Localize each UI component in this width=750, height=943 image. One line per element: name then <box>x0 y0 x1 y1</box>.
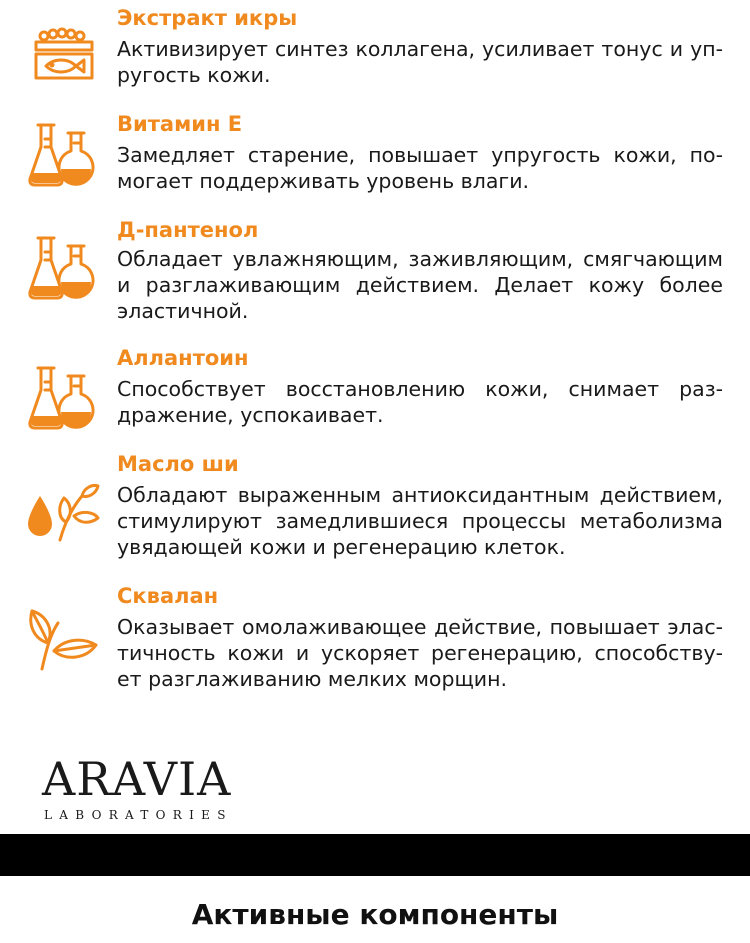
description-line: Активизирует синтез коллагена, усиливает тонус и уп- <box>117 37 723 61</box>
ingredient-title: Витамин Е <box>117 112 243 136</box>
ingredient-description <box>117 614 723 692</box>
description-line: Обладает увлажняющим, заживляющим, смягчающим <box>117 247 723 271</box>
flasks-icon <box>24 117 104 197</box>
ingredient-title: Масло ши <box>117 452 239 476</box>
description-line: могает поддерживать уровень влаги. <box>117 169 530 193</box>
description-line: ругость кожи. <box>117 63 271 87</box>
caviar-tin-icon <box>24 20 104 100</box>
description-line: Оказывает омолаживающее действие, повышает элас- <box>117 615 723 639</box>
description-line: увядающей кожи и регенерацию клеток. <box>117 535 566 559</box>
oil-drop-leaves-icon <box>24 478 104 558</box>
ingredient-title: Д-пантенол <box>117 218 259 242</box>
description-line: и разглаживающим действием. Делает кожу более <box>117 273 723 297</box>
description-line: Способствует восстановлению кожи, снимает раз- <box>117 377 723 401</box>
leaves-icon <box>24 595 104 675</box>
description-line: стимулируют замедлившиеся процессы метаболизма <box>117 509 723 533</box>
brand-name: ARAVIA <box>42 752 232 806</box>
description-line: дражение, успокаивает. <box>117 403 384 427</box>
brand-logo <box>42 752 262 822</box>
description-line: Замедляет старение, повышает упругость кожи, по- <box>117 143 723 167</box>
ingredient-title: Аллантоин <box>117 346 249 370</box>
description-line: Обладают выраженным антиоксидантным действием, <box>117 483 723 507</box>
ingredient-description <box>117 142 723 194</box>
ingredient-description <box>117 482 723 560</box>
section-divider-band <box>0 834 750 876</box>
flasks-icon <box>24 230 104 310</box>
flasks-icon <box>24 360 104 440</box>
brand-subtitle: LABORATORIES <box>44 808 233 822</box>
ingredient-description <box>117 36 723 88</box>
description-line: ет разглаживанию мелких морщин. <box>117 667 508 691</box>
ingredient-title: Экстракт икры <box>117 6 298 30</box>
description-line: эластичной. <box>117 299 249 323</box>
ingredient-description <box>117 376 723 428</box>
section-heading: Активные компоненты <box>191 898 559 931</box>
ingredient-description <box>117 246 723 324</box>
ingredient-title: Сквалан <box>117 584 219 608</box>
description-line: тичность кожи и ускоряет регенерацию, способству- <box>117 641 723 665</box>
